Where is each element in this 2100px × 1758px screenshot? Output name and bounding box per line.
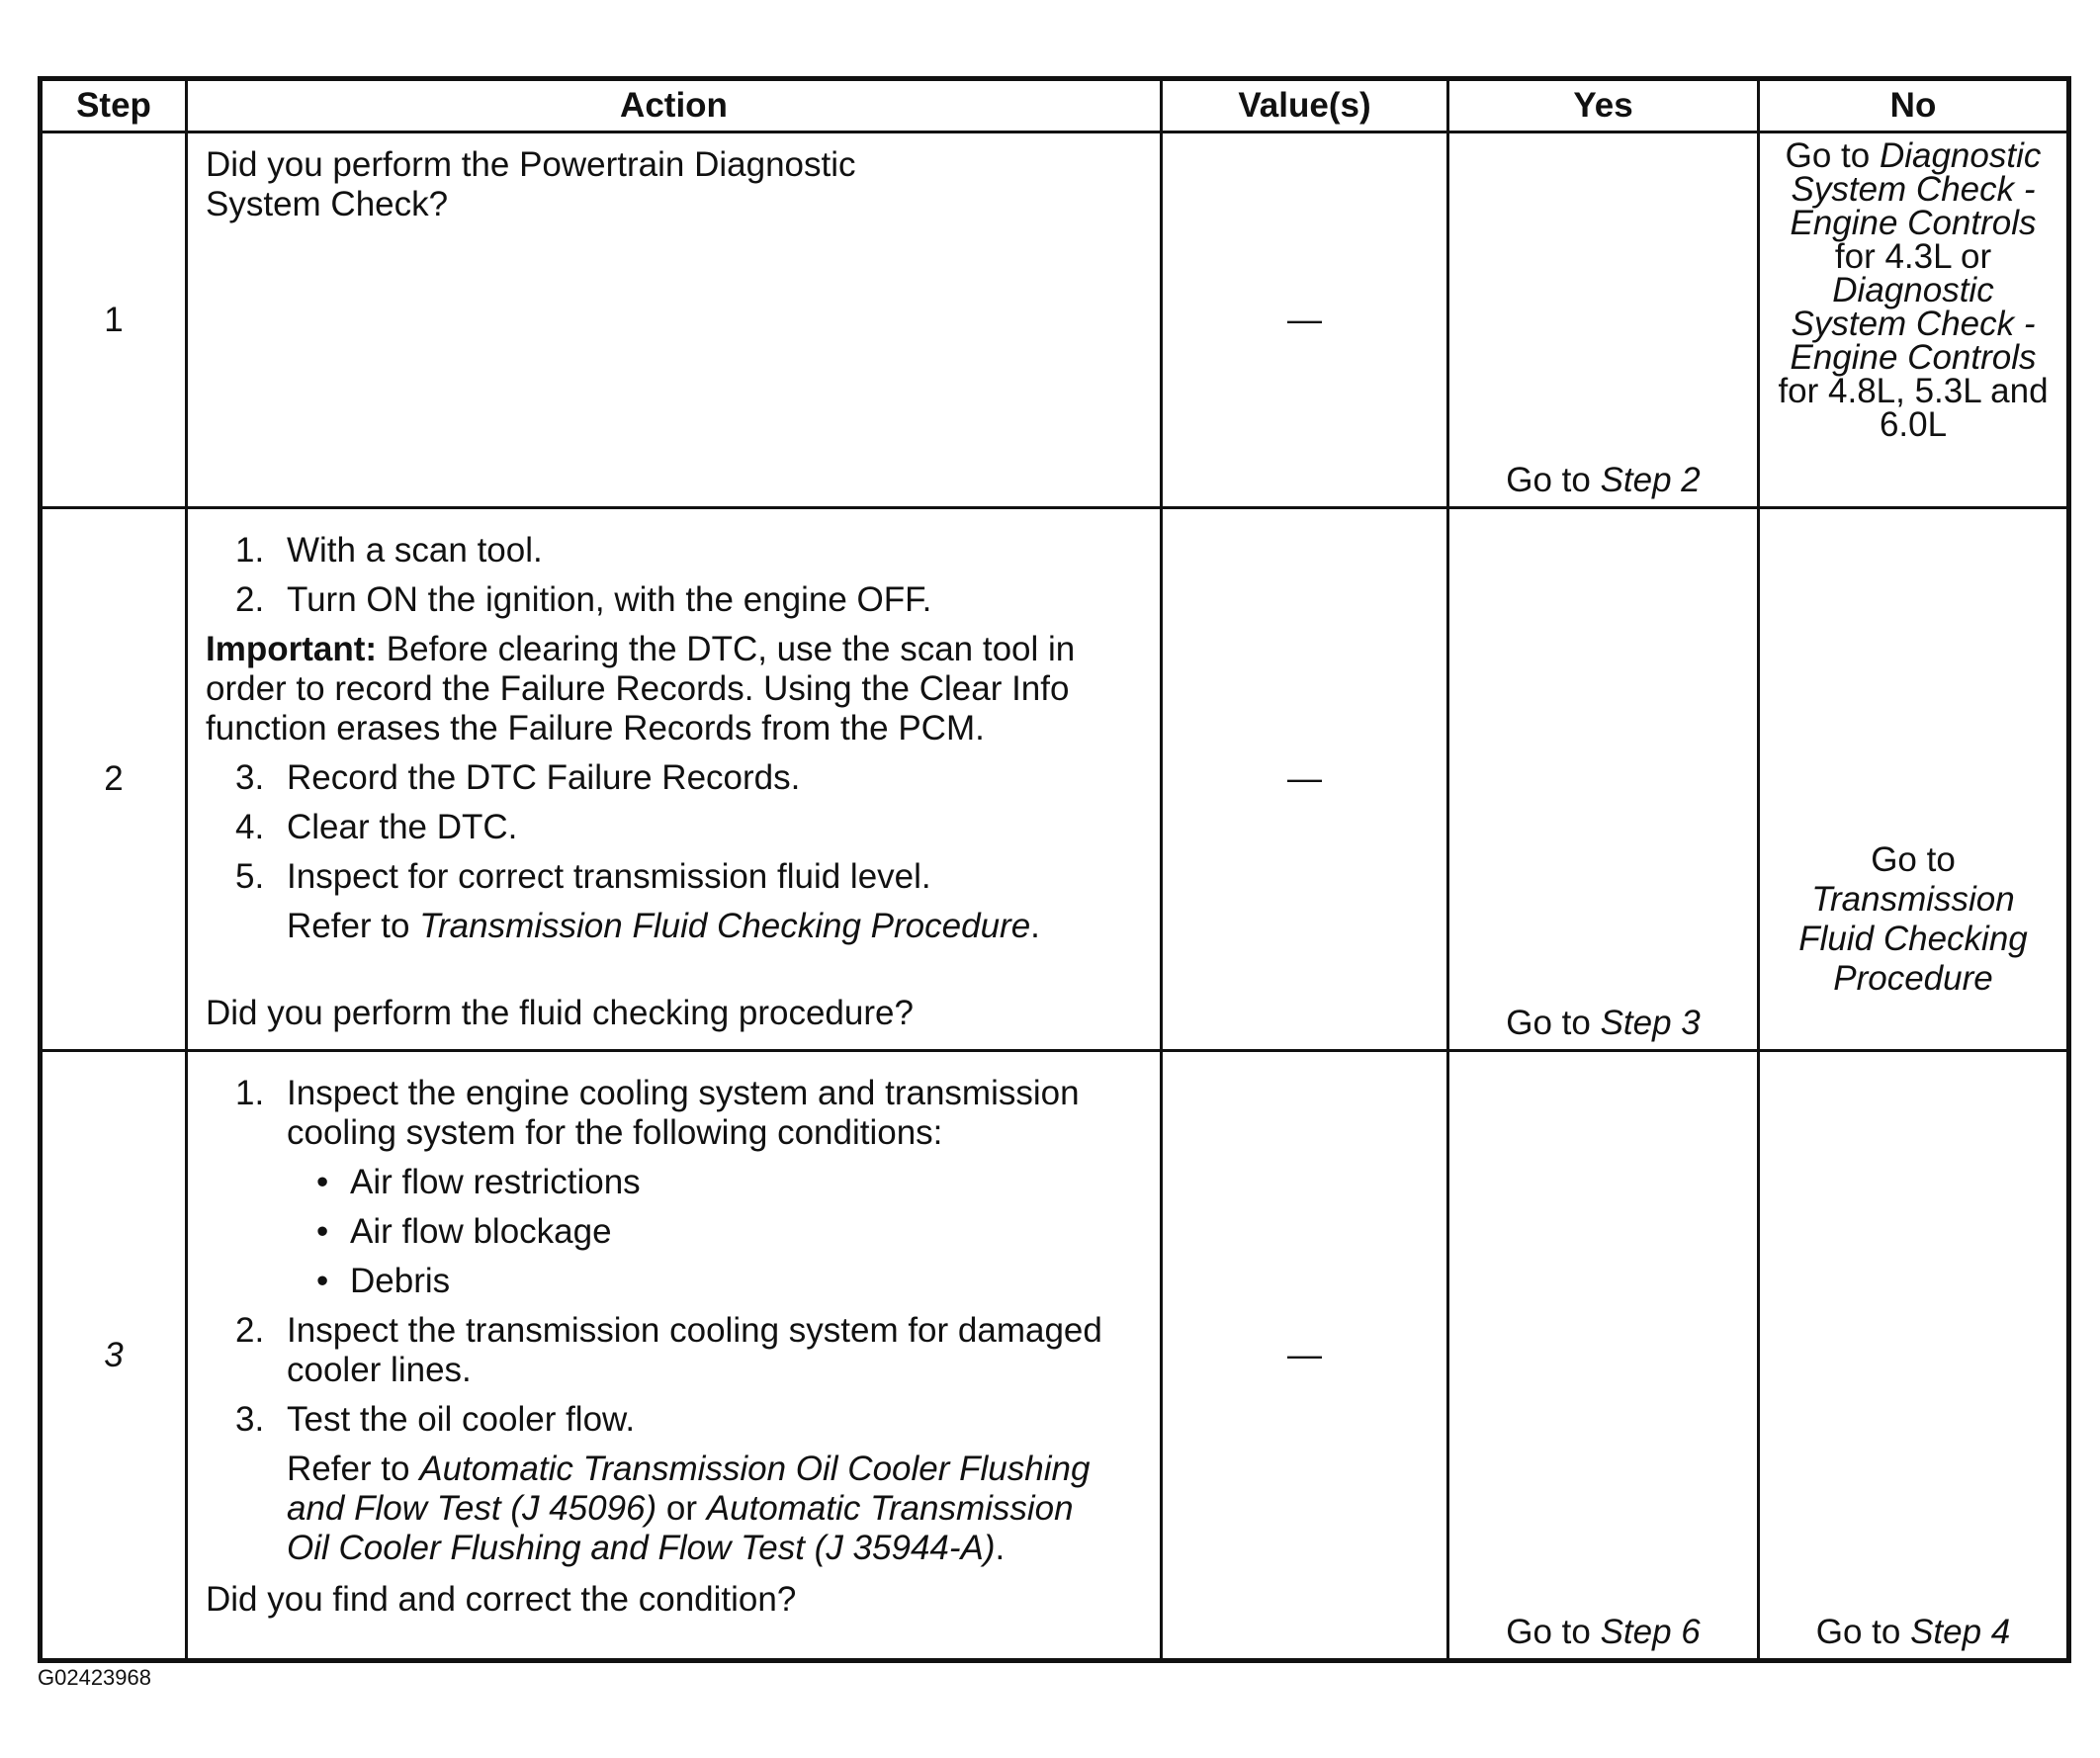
yes-cell [1448, 132, 1759, 508]
header-values: Value(s) [1162, 79, 1448, 132]
step-number: 1 [41, 132, 187, 508]
item-text: Inspect for correct transmission fluid level. [287, 857, 931, 896]
value-cell: — [1162, 508, 1448, 1051]
yes-cell [1448, 508, 1759, 1051]
table-row [41, 1051, 2069, 1661]
step-number-text: 3 [104, 1335, 124, 1374]
goto-prefix: Go to [1506, 1004, 1601, 1042]
item-text: With a scan tool. [287, 531, 543, 570]
procedure-link[interactable]: System Check - [1791, 305, 2036, 343]
item-number: 1. [235, 531, 265, 570]
item-text: Test the oil cooler flow. [287, 1400, 636, 1439]
important-label: Important: [206, 630, 378, 668]
header-row [41, 79, 2069, 132]
procedure-link[interactable]: Automatic Transmission Oil Cooler Flushing and Flow Test (J 35944-A) [287, 1489, 1074, 1567]
bullet-item [316, 1163, 1142, 1202]
procedure-link[interactable]: Engine Controls [1790, 204, 2037, 242]
yes-goto[interactable] [1449, 461, 1757, 500]
procedure-link[interactable]: Diagnostic [1879, 136, 2042, 175]
list-item [235, 580, 1142, 620]
no-cell [1759, 508, 2069, 1051]
no-cell [1759, 1051, 2069, 1661]
yes-goto[interactable] [1449, 1613, 1757, 1652]
header-no: No [1759, 79, 2069, 132]
refer-note [287, 907, 1142, 946]
bullet-text: Debris [350, 1262, 451, 1300]
no-goto[interactable] [1760, 133, 2066, 448]
bullet-icon: • [316, 1163, 329, 1201]
list-item [235, 758, 1142, 798]
header-yes: Yes [1448, 79, 1759, 132]
bullet-item [316, 1262, 1142, 1301]
item-number: 1. [235, 1074, 265, 1112]
goto-prefix: Go to [1815, 1613, 1911, 1651]
item-text: Inspect the engine cooling system and transmission cooling system for the following conditions: [287, 1074, 1080, 1152]
header-action: Action [187, 79, 1162, 132]
no-goto[interactable] [1760, 840, 2066, 999]
refer-suffix: . [1030, 907, 1040, 945]
bullet-item [316, 1212, 1142, 1252]
question-text: Did you perform the fluid checking procedure? [206, 994, 914, 1032]
step-number: 2 [41, 508, 187, 1051]
list-item [235, 1074, 1142, 1153]
no-goto[interactable] [1760, 1613, 2066, 1652]
procedure-link[interactable]: Engine Controls [1790, 338, 2037, 377]
table-row [41, 508, 2069, 1051]
item-number: 3. [235, 758, 265, 797]
no-text: for 4.3L or [1834, 237, 1992, 276]
figure-id: G02423968 [38, 1665, 151, 1690]
refer-note [287, 1450, 1122, 1568]
goto-prefix: Go to [1871, 840, 1956, 879]
important-note [206, 630, 1142, 748]
question-text: Did you find and correct the condition? [206, 1580, 797, 1619]
goto-prefix: Go to [1785, 136, 1880, 175]
item-number: 3. [235, 1400, 265, 1439]
action-cell [187, 1051, 1162, 1661]
procedure-link[interactable]: Fluid Checking [1798, 920, 2028, 958]
step-link[interactable]: Step 3 [1600, 1004, 1701, 1042]
list-item [235, 531, 1142, 571]
list-item [235, 1311, 1142, 1390]
yes-cell [1448, 1051, 1759, 1661]
no-text: for 4.8L, 5.3L and [1778, 372, 2049, 410]
refer-prefix: Refer to [287, 1450, 420, 1488]
step-link[interactable]: Step 4 [1910, 1613, 2011, 1651]
important-text: Before clearing the DTC, use the scan tool in order to record the Failure Records. Using the Clear Info function erases the Failure Records from the PCM. [206, 630, 1076, 747]
step-link[interactable]: Step 2 [1600, 461, 1701, 499]
item-text: Inspect the transmission cooling system for damaged cooler lines. [287, 1311, 1102, 1389]
item-number: 5. [235, 857, 265, 896]
item-text: Turn ON the ignition, with the engine OFF. [287, 580, 932, 619]
bullet-text: Air flow restrictions [350, 1163, 641, 1201]
procedure-link[interactable]: Transmission [1811, 880, 2015, 919]
procedure-link[interactable]: Automatic Transmission Oil Cooler Flushing and Flow Test (J 45096) [287, 1450, 1091, 1528]
procedure-link[interactable]: Diagnostic [1832, 271, 1994, 309]
item-number: 2. [235, 1311, 265, 1350]
yes-goto[interactable] [1449, 1004, 1757, 1043]
item-text: Clear the DTC. [287, 808, 518, 846]
bullet-icon: • [316, 1212, 329, 1251]
refer-suffix: . [995, 1529, 1006, 1567]
value-cell: — [1162, 132, 1448, 508]
diagnostic-table [38, 76, 2071, 1663]
value-cell: — [1162, 1051, 1448, 1661]
list-item [235, 808, 1142, 847]
goto-prefix: Go to [1506, 461, 1601, 499]
step-link[interactable]: Step 6 [1600, 1613, 1701, 1651]
refer-mid: or [656, 1489, 707, 1528]
procedure-link[interactable]: System Check - [1791, 170, 2036, 209]
bullet-icon: • [316, 1262, 329, 1300]
step-number [41, 1051, 187, 1661]
table-row [41, 132, 2069, 508]
action-cell [187, 508, 1162, 1051]
goto-prefix: Go to [1506, 1613, 1601, 1651]
procedure-link[interactable]: Procedure [1833, 959, 1993, 998]
item-number: 2. [235, 580, 265, 619]
no-cell [1759, 132, 2069, 508]
bullet-text: Air flow blockage [350, 1212, 612, 1251]
item-number: 4. [235, 808, 265, 846]
action-line: Did you perform the Powertrain Diagnostic [206, 145, 856, 184]
refer-prefix: Refer to [287, 907, 420, 945]
action-cell [187, 132, 1162, 508]
item-text: Record the DTC Failure Records. [287, 758, 801, 797]
procedure-link[interactable]: Transmission Fluid Checking Procedure [419, 907, 1031, 945]
no-text: 6.0L [1879, 405, 1948, 444]
list-item [235, 857, 1142, 897]
action-line: System Check? [206, 185, 449, 223]
list-item [235, 1400, 1142, 1440]
header-step: Step [41, 79, 187, 132]
